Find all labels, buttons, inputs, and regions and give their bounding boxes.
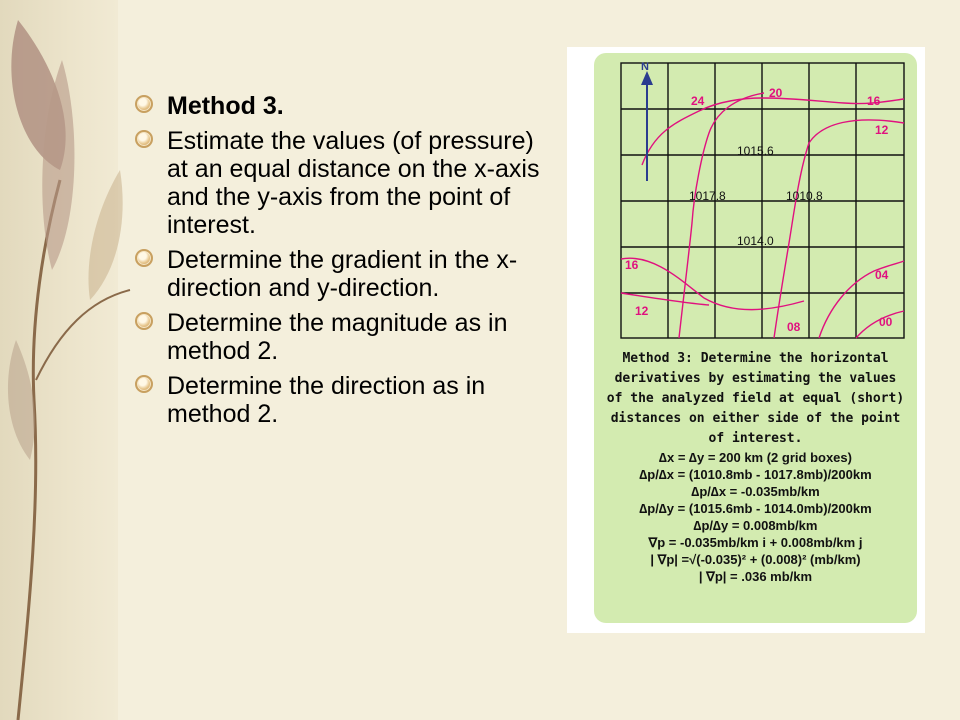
contour-label: 12 xyxy=(635,304,649,318)
pressure-map-figure xyxy=(567,47,925,633)
contour-label: 24 xyxy=(691,94,705,108)
bullet-icon xyxy=(135,375,153,393)
contour-label: 12 xyxy=(875,123,889,137)
calc-line: ∇p = -0.035mb/km i + 0.008mb/km j xyxy=(648,535,863,550)
bullet-icon xyxy=(135,130,153,148)
caption-line: distances on either side of the point xyxy=(610,411,901,426)
grid-lines xyxy=(621,63,904,338)
contour-label: 16 xyxy=(625,258,639,272)
calc-line: | ∇p| =√(-0.035)² + (0.008)² (mb/km) xyxy=(650,552,861,567)
contour-label: 20 xyxy=(769,86,783,100)
caption-line: of interest. xyxy=(708,431,803,446)
calc-line: ∆p/∆y = (1015.6mb - 1014.0mb)/200km xyxy=(639,501,872,516)
pressure-value-label: 1010.8 xyxy=(786,189,823,203)
pressure-grid-map xyxy=(594,53,917,343)
pressure-value-label: 1014.0 xyxy=(737,234,774,248)
north-label: N xyxy=(641,61,649,73)
list-item: Method 3. xyxy=(132,92,552,120)
list-item: Determine the gradient in the x-direction and y-direction. xyxy=(132,246,552,302)
caption-line: of the analyzed field at equal (short) xyxy=(606,391,905,406)
bullet-icon xyxy=(135,95,153,113)
contour-label: 04 xyxy=(875,268,889,282)
figure-card xyxy=(594,53,917,623)
bullet-icon xyxy=(135,312,153,330)
isobar-line xyxy=(679,93,764,338)
caption-line: derivatives by estimating the values xyxy=(614,371,897,386)
calc-line: | ∇p| = .036 mb/km xyxy=(698,569,813,584)
figure-caption xyxy=(602,349,909,449)
contour-label: 16 xyxy=(867,94,881,108)
list-item: Determine the magnitude as in method 2. xyxy=(132,309,552,365)
calc-line: ∆p/∆y = 0.008mb/km xyxy=(693,518,818,533)
isobar-line xyxy=(621,258,804,309)
pressure-value-label: 1017.8 xyxy=(689,189,726,203)
contour-label: 00 xyxy=(879,315,893,329)
leaf-branch-illustration xyxy=(0,0,150,720)
calc-line: ∆p/∆x = (1010.8mb - 1017.8mb)/200km xyxy=(639,467,872,482)
bullet-list xyxy=(132,92,552,435)
isobar-line xyxy=(774,120,904,338)
pressure-value-label: 1015.6 xyxy=(737,144,774,158)
list-item: Estimate the values (of pressure) at an equal distance on the x-axis and the y-axis from the point of interest. xyxy=(132,127,552,239)
contour-label: 08 xyxy=(787,320,801,334)
list-item: Determine the direction as in method 2. xyxy=(132,372,552,428)
calc-line: ∆x = ∆y = 200 km (2 grid boxes) xyxy=(659,450,852,465)
caption-line: Method 3: Determine the horizontal xyxy=(622,351,889,366)
calc-line: ∆p/∆x = -0.035mb/km xyxy=(691,484,820,499)
gradient-calculation xyxy=(602,449,909,585)
bullet-icon xyxy=(135,249,153,267)
